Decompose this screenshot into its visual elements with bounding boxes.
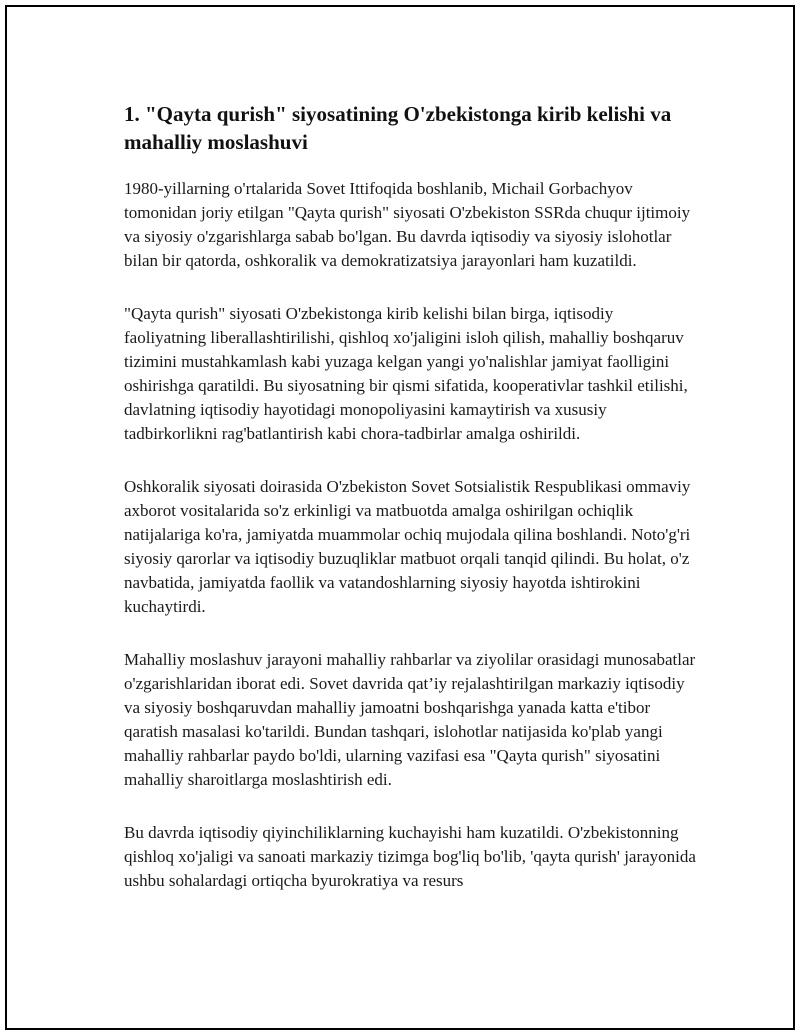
page-frame [5,5,795,1030]
paragraph-2: "Qayta qurish" siyosati O'zbekistonga kirib kelishi bilan birga, iqtisodiy faoliyatning liberallashtirilishi, qishloq xo'jaligini isloh qilish, mahalliy boshqaruv tizimini mustahkamlash kabi yuzaga kelgan yangi yo'nalishlar jamiyat faolligini oshirishga qaratildi. Bu siyosatning bir qismi sifatida, kooperativlar tashkil etilishi, davlatning iqtisodiy hayotidagi monopoliyasini kamaytirish va xususiy tadbirkorlikni rag'batlantirish kabi chora-tadbirlar amalga oshirildi. [124,304,688,443]
paragraph-5: Bu davrda iqtisodiy qiyinchiliklarning kuchayishi ham kuzatildi. O'zbekistonning qishloq xo'jaligi va sanoati markaziy tizimga bog'liq bo'lib, 'qayta qurish' jarayonida ushbu sohalardagi ortiqcha byurokratiya va resurs [124,823,696,890]
document-body [124,100,699,922]
paragraph-4: Mahalliy moslashuv jarayoni mahalliy rahbarlar va ziyolilar orasidagi munosabatlar o'zgarishlaridan iborat edi. Sovet davrida qat’iy rejalashtirilgan markaziy iqtisodiy va siyosiy boshqaruvdan mahalliy jamoatni boshqarishga yanada katta e'tibor qaratish masalasi ko'tarildi. Bundan tashqari, islohotlar natijasida ko'plab yangi mahalliy rahbarlar paydo bo'ldi, ularning vazifasi esa "Qayta qurish" siyosatini mahalliy sharoitlarga moslashtirish edi. [124,650,696,789]
paragraph-1: 1980-yillarning o'rtalarida Sovet Ittifoqida boshlanib, Michail Gorbachyov tomonidan joriy etilgan "Qayta qurish" siyosati O'zbekiston SSRda chuqur ijtimoiy va siyosiy o'zgarishlarga sabab bo'lgan. Bu davrda iqtisodiy va siyosiy islohotlar bilan bir qatorda, oshkoralik va demokratizatsiya jarayonlari ham kuzatildi. [124,179,691,270]
paragraph-3: Oshkoralik siyosati doirasida O'zbekiston Sovet Sotsialistik Respublikasi ommaviy axborot vositalarida so'z erkinligi va matbuotda amalga oshirilgan ochiqlik natijalariga ko'ra, jamiyatda muammolar ochiq mujodala qilina boshlandi. Noto'g'ri siyosiy qarorlar va iqtisodiy buzuqliklar matbuot orqali tanqid qilindi. Bu holat, o'z navbatida, jamiyatda faollik va vatandoshlarning siyosiy hayotda ishtirokini kuchaytirdi. [124,477,691,616]
section-title: 1. "Qayta qurish" siyosatining O'zbekistonga kirib kelishi va mahalliy moslashuvi [124,102,672,154]
